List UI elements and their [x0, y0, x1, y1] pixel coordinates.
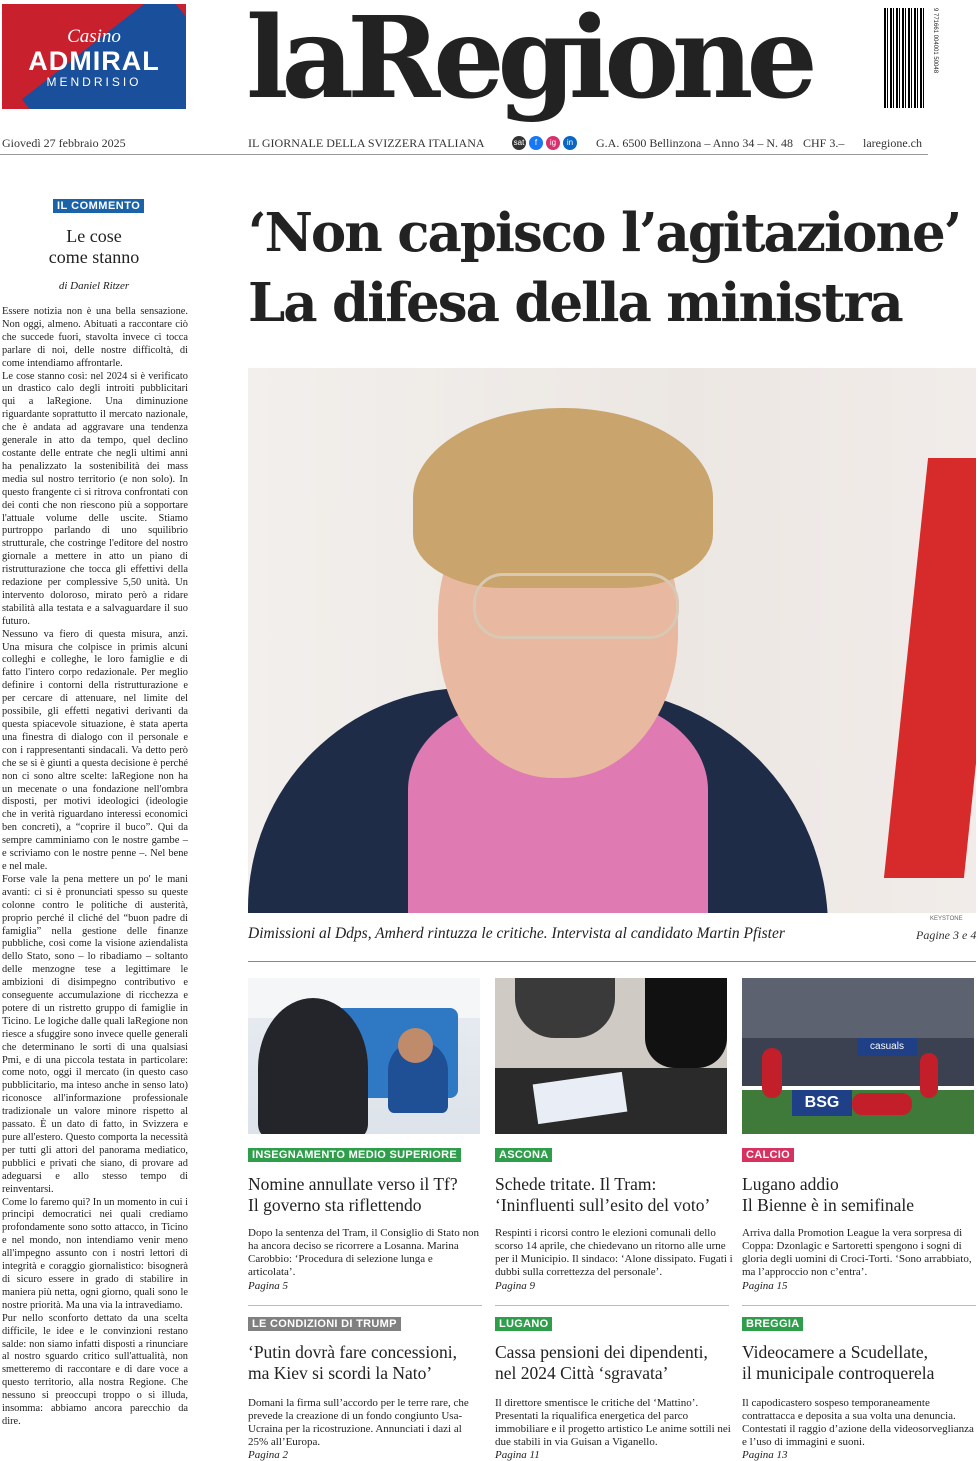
- ad-casino-text: Casino: [67, 26, 121, 47]
- barcode-digits: 9 771661 004001 50048: [932, 8, 938, 74]
- casino-admiral-ad[interactable]: [2, 4, 186, 109]
- commentary-paragraph: Come lo faremo qui? In un momento in cui i principi democratici nei quali crediamo profondamente sono sotto attacco, in Ticino e nel mondo, non intendiamo venir meno all'impegno assunto con i nostri lettori di integrità e coraggio giornalistico: bisognerà di sicuro essere in grado di stabilire in maniera più netta, ogni giorno, quali sono le nostre priorità. Ma una via la intravediamo.: [2, 1196, 188, 1311]
- story-page: Pagina 5: [248, 1280, 289, 1292]
- story-tag: CALCIO: [742, 1148, 794, 1162]
- story-tag: ASCONA: [495, 1148, 552, 1162]
- price: CHF 3.–: [803, 136, 845, 150]
- commentary-title[interactable]: [0, 226, 188, 268]
- glasses-shape: [473, 573, 679, 639]
- story-title-line1: Videocamere a Scudellate,: [742, 1342, 929, 1362]
- commentary-title-line2: come stanno: [48, 247, 140, 267]
- commentary-paragraph: Essere notizia non è una bella sensazione. Non oggi, almeno. Abituati a raccontare ciò che succede fuori, stavolta invece ci tocca parlare di noi, delle nostre difficoltà, di come intendiamo affrontarle.: [2, 306, 188, 369]
- commentary-tag: IL COMMENTO: [53, 199, 144, 213]
- story-page: Pagina 9: [495, 1280, 536, 1292]
- divider: [495, 1305, 729, 1306]
- person-back-shape: [258, 998, 368, 1134]
- story-body: Arriva dalla Promotion League la vera sorpresa di Coppa: Dzonlagic e Sartoretti spengono i sogni di gloria degli uomini di Croci-Torti. ‘Sono arrabbiato, ma l’approccio non c’entra’.: [742, 1227, 972, 1278]
- stands-shape: [742, 978, 974, 1038]
- story-body: Domani la firma sull’accordo per le terre rare, che prevede la creazione di un fondo congiunto Usa-Ucraina per la ricostruzione. Annunciati i dazi al 25% all’Europa.: [248, 1397, 469, 1448]
- facebook-icon[interactable]: f: [529, 136, 543, 150]
- commentary-title-line1: Le cose: [66, 226, 122, 246]
- issue-date: Giovedì 27 febbraio 2025: [2, 136, 126, 150]
- story-title-line2: Il Bienne è in semifinale: [742, 1195, 915, 1215]
- story-title[interactable]: [742, 1342, 978, 1384]
- head-shape: [398, 1028, 433, 1063]
- story-tag: LE CONDIZIONI DI TRUMP: [248, 1317, 401, 1331]
- story-body: Respinti i ricorsi contro le elezioni comunali dello scorso 14 aprile, che chiedevano un ritorno alle urne per il Municipio. Il sindaco: ‘Alone dissipato. Fugati i dubbi sulla correttezza del personale’.: [495, 1227, 733, 1278]
- instagram-icon[interactable]: ig: [546, 136, 560, 150]
- story-title-line2: ma Kiev si scordi la Nato’: [248, 1363, 433, 1383]
- story-tag: LUGANO: [495, 1317, 552, 1331]
- hands-shape: [515, 978, 615, 1038]
- commentary-paragraph: Forse vale la pena mettere un po' le mani avanti: ci si è pronunciati spesso su queste colonne contro le politiche di austerità, proprio perché il cliché del “buon padre di famiglia” nella gestione delle finanze pubbliche, così come la visione aziendalista dello Stato, sono – lo ribadiamo – soltanto delle menzogne tese a legittimare le ambizioni di disimpegno contributivo e conseguente accumulazione di ricchezza e potere di un ristretto gruppo di famiglie in Ticino. Le logiche dalle quali laRegione non riesce a sfuggire sono invece quelle generali che determinano le sorti di una qualsiasi Pmi, e di una piccola testata in particolare: come noto, oggi il mercato (in questo caso pubblicitario, ma inteso anche in senso lato) riconosce all'informazione professionale tradizionale un valore minore rispetto al passato. È un dato di fatto, in Svizzera e pure all'estero. Questo comporta la necessità per tutti gli attori del panorama mediatico, pubblici e privati che siano, di provare ad adeguarsi e allo stesso tempo di reinventarsi.: [2, 873, 188, 1195]
- lead-headline-line1: ‘Non capisco l’agitazione’: [248, 202, 961, 264]
- casuals-banner: casuals: [857, 1038, 917, 1056]
- player-shape: [762, 1048, 782, 1098]
- commentary-author: di Daniel Ritzer: [58, 280, 130, 292]
- flag-shape: [884, 458, 976, 878]
- ad-mendrisio-text: MENDRISIO: [46, 75, 142, 89]
- story-tag: INSEGNAMENTO MEDIO SUPERIORE: [248, 1148, 461, 1162]
- story-title-line2: il municipale controquerela: [742, 1363, 935, 1383]
- divider: [248, 1305, 482, 1306]
- story-page: Pagina 11: [495, 1449, 540, 1461]
- commentary-paragraph: Le cose stanno così: nel 2024 si è verificato un drastico calo degli introiti pubblicitari qui a laRegione. Una diminuzione riguardante soprattutto il mercato nazionale, che è andata ad aggravare una tendenza generale in atto da tempo, quel declino costante delle entrate che negli ultimi anni ha penalizzato la sostenibilità dei mass media sul nostro territorio (e non solo). In questo frangente ci si ritrova confrontati con dei conti che non riescono più a sopportare l'attuale volume delle uscite. Stiamo purtroppo parlando di uno squilibrio strutturale, che costringe l'editore del nostro giornale a mettere in atto un piano di ristrutturazione che tocca gli effettivi della redazione per complessive 5,50 unità. Un intervento doloroso, mirato però a ridare stabilità alla testata e a salvaguardare il suo futuro.: [2, 370, 188, 627]
- story-photo-ascona[interactable]: [495, 978, 727, 1134]
- story-page: Pagina 15: [742, 1280, 788, 1292]
- lead-photo[interactable]: [248, 368, 976, 913]
- story-body: Il capodicastero sospeso temporaneamente contrattacca e deposita a sua volta una denuncia. Contestati il raggio d’azione della videosorveglianza e l’uso di immagini e suoni.: [742, 1397, 974, 1448]
- story-photo-football[interactable]: [742, 978, 974, 1134]
- ad-admiral-text: ADMIRAL: [28, 46, 160, 76]
- story-title[interactable]: [742, 1174, 978, 1216]
- info-bar: [0, 136, 928, 155]
- divider: [742, 1305, 976, 1306]
- story-title[interactable]: [248, 1342, 488, 1384]
- story-body: Dopo la sentenza del Tram, il Consiglio di Stato non ha ancora deciso se ricorrere a Losanna. Marina Carobbio: ‘Procedura di selezione lunga e articolata’.: [248, 1227, 479, 1278]
- story-photo-education[interactable]: [248, 978, 480, 1134]
- commentary-body: [2, 306, 188, 1429]
- barcode: [884, 8, 924, 108]
- story-page: Pagina 13: [742, 1449, 788, 1461]
- story-title-line2: Il governo sta riflettendo: [248, 1195, 422, 1215]
- website-link[interactable]: laregione.ch: [863, 136, 922, 150]
- story-title-line1: Cassa pensioni dei dipendenti,: [495, 1342, 708, 1362]
- sleeve-shape: [645, 978, 727, 1068]
- story-tag: BREGGIA: [742, 1317, 803, 1331]
- lead-headline-line2: La difesa della ministra: [248, 272, 902, 334]
- player-shape: [920, 1053, 938, 1098]
- story-page: Pagina 2: [248, 1449, 289, 1461]
- story-title[interactable]: [248, 1174, 488, 1216]
- edition-info: G.A. 6500 Bellinzona – Anno 34 – N. 48: [596, 136, 793, 150]
- story-title[interactable]: [495, 1342, 735, 1384]
- tagline: IL GIORNALE DELLA SVIZZERA ITALIANA: [248, 136, 485, 150]
- sat-icon[interactable]: sat: [512, 136, 526, 150]
- lead-headline[interactable]: [248, 198, 980, 338]
- story-title-line1: ‘Putin dovrà fare concessioni,: [248, 1342, 457, 1362]
- divider: [248, 961, 976, 962]
- story-body: Il direttore smentisce le critiche del ‘Mattino’. Presentati la riqualifica energetica del parco immobiliare e il progetto artistico Le anime sottili nei due stabili in via Guisan a Viganello.: [495, 1397, 731, 1448]
- lead-pages: Pagine 3 e 4: [916, 928, 977, 942]
- masthead-logo[interactable]: laRegione: [246, 0, 811, 124]
- hair-shape: [413, 408, 713, 588]
- story-title-line1: Nomine annullate verso il Tf?: [248, 1174, 458, 1194]
- story-title-line2: nel 2024 Città ‘sgravata’: [495, 1363, 669, 1383]
- players-shape: [852, 1093, 912, 1115]
- linkedin-icon[interactable]: in: [563, 136, 577, 150]
- story-title-line1: Lugano addio: [742, 1174, 839, 1194]
- commentary-paragraph: Pur nello sconforto dettato da una scelta difficile, le idee e le convinzioni restano salde: non siamo infatti disposti a rinunciare al nostro sguardo critico sull'attualità, non smetteremo di raccontare e di dare voce a questo territorio, alla nostra Regione. Che nessuno si preoccupi troppo o si illuda, insomma: abbiamo ancora parecchio da dire.: [2, 1312, 188, 1427]
- stadium-banner: BSG: [792, 1090, 852, 1116]
- lead-caption[interactable]: Dimissioni al Ddps, Amherd rintuzza le critiche. Intervista al candidato Martin Pfister: [248, 925, 785, 942]
- commentary-paragraph: Nessuno va fiero di questa misura, anzi. Una misura che colpisce in primis alcuni colleghi e colleghe, le loro famiglie e di fatto l'intero corpo redazionale. Per meglio definire i contorni della ristrutturazione e per cercare di attenuare, nel limite del possibile, gli effetti negativi derivanti da questa spiacevole situazione, è stata aperta una finestra di dialogo con il personale e con i rappresentanti sindacali. Va detto però che se si è giunti a questa decisione è perché non ci sono altre scelte: laRegione non ha un mecenate o una fondazione nell'ombra disposti, per motivi ideologici (ideologie che in verità riguardano interessi economici ben concreti), a “coprire il buco”. Qui da sempre camminiamo con le nostre gambe – e scriviamo con le nostre penne –. Nel bene e nel male.: [2, 628, 188, 872]
- photo-credit: KEYSTONE: [930, 916, 963, 922]
- story-title-line2: ‘Ininfluenti sull’esito del voto’: [495, 1195, 711, 1215]
- story-title[interactable]: [495, 1174, 735, 1216]
- story-title-line1: Schede tritate. Il Tram:: [495, 1174, 657, 1194]
